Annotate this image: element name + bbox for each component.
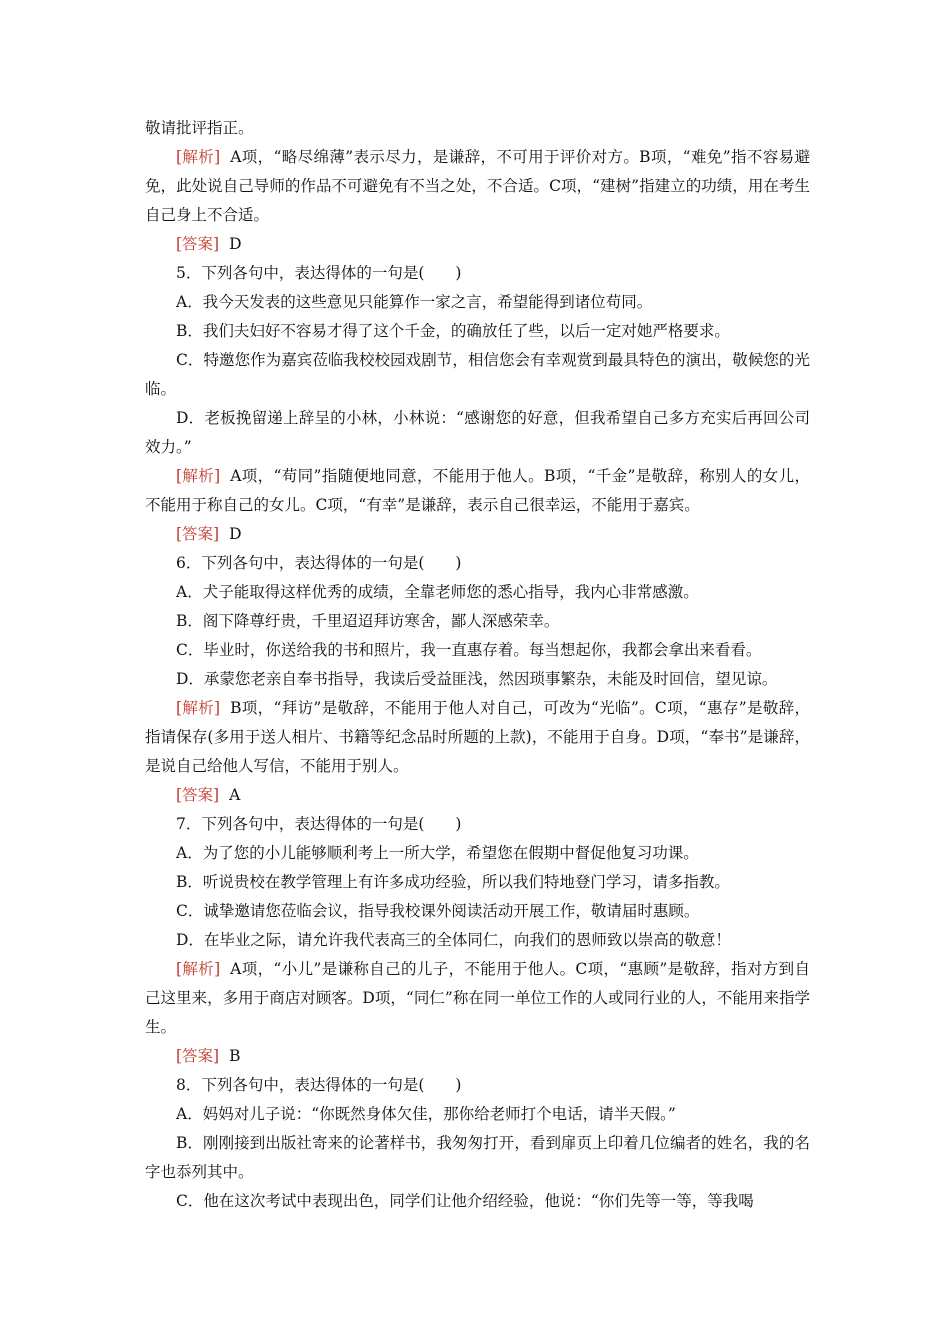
paragraph [145,578,810,607]
paragraph [145,549,810,578]
analysis-text: A项，“小儿”是谦称自己的儿子，不能用于他人。C项，“惠顾”是敬辞，指对方到自己这里来，多用于商店对顾客。D项，“同仁”称在同一单位工作的人或同行业的人，不能用来指学生。 [145,960,810,1036]
paragraph [145,317,810,346]
paragraph-text: A．我今天发表的这些意见只能算作一家之言，希望能得到诸位苟同。 [176,293,653,311]
answer-paragraph [145,781,810,810]
paragraph-text: 5．下列各句中，表达得体的一句是( ) [176,264,462,282]
analysis-paragraph [145,462,810,520]
paragraph-text: 6．下列各句中，表达得体的一句是( ) [176,554,462,572]
paragraph [145,1187,810,1216]
paragraph [145,1129,810,1187]
analysis-label: [解析] [176,699,221,717]
paragraph-text: A．犬子能取得这样优秀的成绩，全靠老师您的悉心指导，我内心非常感激。 [176,583,699,601]
answer-text: D [229,525,242,543]
paragraph-text: 8．下列各句中，表达得体的一句是( ) [176,1076,462,1094]
paragraph-text: D．老板挽留递上辞呈的小林，小林说：“感谢您的好意，但我希望自己多方充实后再回公司效力。” [145,409,810,456]
answer-label: [答案] [176,1047,220,1065]
paragraph-text: D．在毕业之际，请允许我代表高三的全体同仁，向我们的恩师致以崇高的敬意！ [176,931,731,949]
paragraph-text: A．妈妈对儿子说：“你既然身体欠佳，那你给老师打个电话，请半天假。” [176,1105,676,1123]
analysis-label: [解析] [176,467,221,485]
answer-label: [答案] [176,525,220,543]
paragraph [145,868,810,897]
paragraph [145,259,810,288]
paragraph-text: B．听说贵校在教学管理上有许多成功经验，所以我们特地登门学习，请多指教。 [176,873,730,891]
answer-label: [答案] [176,786,220,804]
document-page [145,114,810,1216]
paragraph [145,346,810,404]
analysis-text: A项，“苟同”指随便地同意，不能用于他人。B项，“千金”是敬辞，称别人的女儿，不能用于称自己的女儿。C项，“有幸”是谦辞，表示自己很幸运，不能用于嘉宾。 [145,467,810,514]
paragraph [145,665,810,694]
paragraph-text: C．他在这次考试中表现出色，同学们让他介绍经验，他说：“你们先等一等，等我喝 [176,1192,754,1210]
paragraph [145,1071,810,1100]
answer-text: A [229,786,241,804]
analysis-label: [解析] [176,148,221,166]
analysis-paragraph [145,694,810,781]
answer-paragraph [145,230,810,259]
paragraph-text: 敬请批评指正。 [145,119,254,137]
paragraph [145,114,810,143]
paragraph-text: B．阁下降尊纡贵，千里迢迢拜访寒舍，鄙人深感荣幸。 [176,612,560,630]
paragraph-text: C．诚挚邀请您莅临会议，指导我校课外阅读活动开展工作，敬请届时惠顾。 [176,902,700,920]
paragraph [145,810,810,839]
paragraph-text: A．为了您的小儿能够顺利考上一所大学，希望您在假期中督促他复习功课。 [176,844,699,862]
paragraph-text: B．刚刚接到出版社寄来的论著样书，我匆匆打开，看到扉页上印着几位编者的姓名，我的名字也忝列其中。 [145,1134,810,1181]
answer-paragraph [145,1042,810,1071]
analysis-text: A项，“略尽绵薄”表示尽力，是谦辞，不可用于评价对方。B项，“难免”指不容易避免，此处说自己导师的作品不可避免有不当之处，不合适。C项，“建树”指建立的功绩，用在考生自己身上不合适。 [145,148,810,224]
paragraph-text: 7．下列各句中，表达得体的一句是( ) [176,815,462,833]
analysis-paragraph [145,955,810,1042]
paragraph [145,839,810,868]
analysis-paragraph [145,143,810,230]
paragraph [145,636,810,665]
paragraph-text: B．我们夫妇好不容易才得了这个千金，的确放任了些，以后一定对她严格要求。 [176,322,730,340]
paragraph-text: C．特邀您作为嘉宾莅临我校校园戏剧节，相信您会有幸观赏到最具特色的演出，敬候您的光临。 [145,351,810,398]
paragraph [145,404,810,462]
analysis-label: [解析] [176,960,221,978]
paragraph [145,926,810,955]
paragraph [145,607,810,636]
answer-text: D [229,235,242,253]
paragraph [145,288,810,317]
answer-paragraph [145,520,810,549]
paragraph-text: D．承蒙您老亲自奉书指导，我读后受益匪浅，然因琐事繁杂，未能及时回信，望见谅。 [176,670,778,688]
paragraph [145,1100,810,1129]
paragraph [145,897,810,926]
answer-label: [答案] [176,235,220,253]
paragraph-text: C．毕业时，你送给我的书和照片，我一直惠存着。每当想起你，我都会拿出来看看。 [176,641,762,659]
answer-text: B [229,1047,241,1065]
analysis-text: B项，“拜访”是敬辞，不能用于他人对自己，可改为“光临”。C项，“惠存”是敬辞，指请保存(多用于送人相片、书籍等纪念品时所题的上款)，不能用于自身。D项，“奉书”是谦辞，是说自己给他人写信，不能用于别人。 [145,699,810,775]
